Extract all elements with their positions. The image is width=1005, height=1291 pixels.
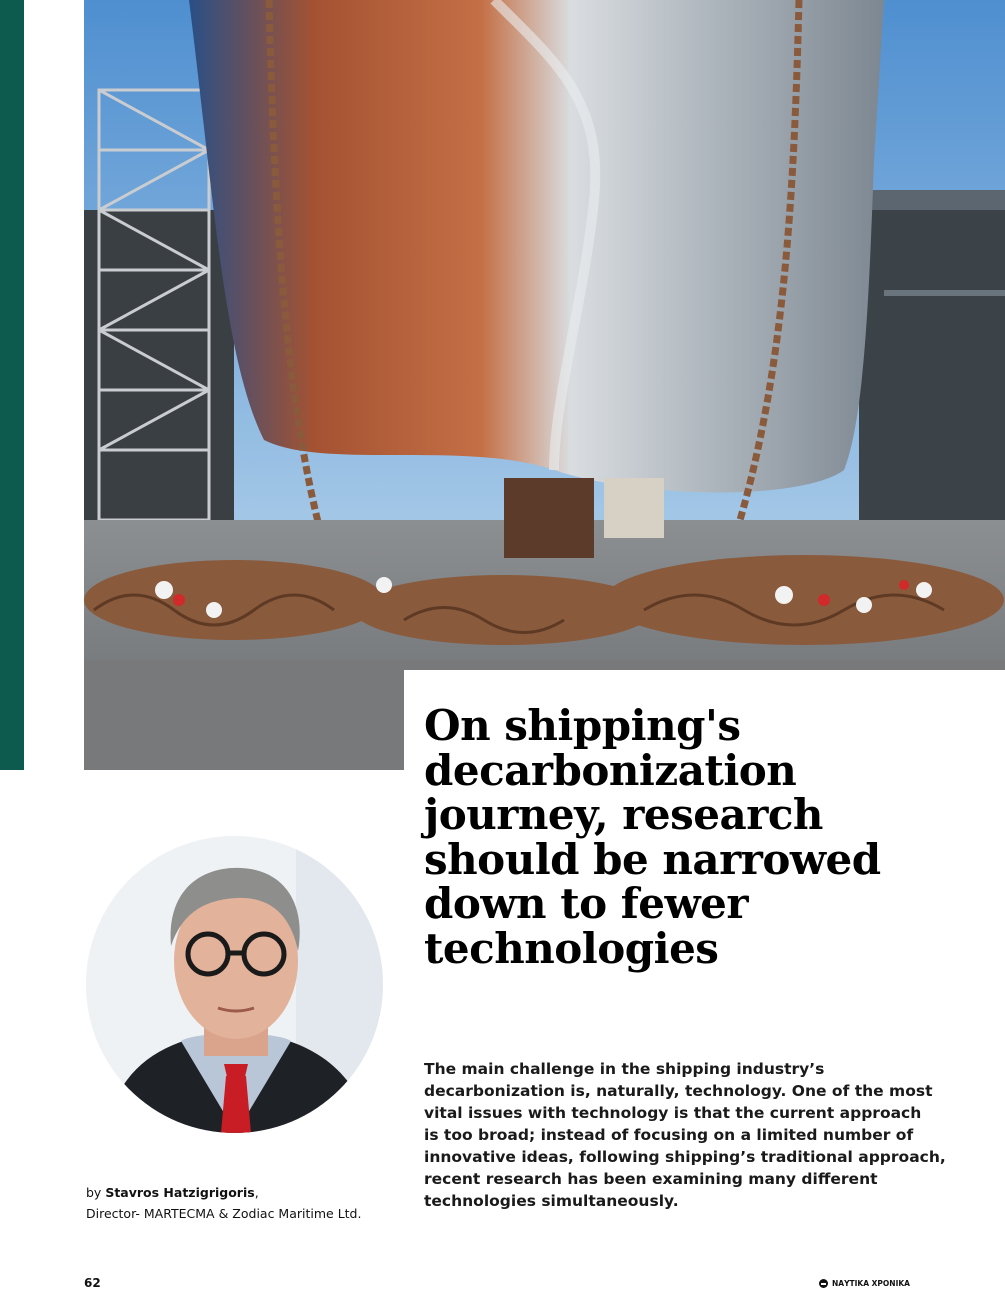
author-role: Director- MARTECMA & Zodiac Maritime Ltd. xyxy=(86,1206,362,1221)
author-portrait-illustration xyxy=(86,836,383,1133)
lead-line: The main challenge in the shipping industry’s xyxy=(424,1060,825,1078)
page-number: 62 xyxy=(84,1276,101,1290)
accent-side-bar xyxy=(0,0,24,770)
article-headline xyxy=(424,701,984,973)
publication-footer xyxy=(819,1279,910,1288)
headline-line: technologies xyxy=(424,923,719,973)
lead-line: recent research has been examining many different xyxy=(424,1170,878,1188)
lead-line: is too broad; instead of focusing on a limited number of xyxy=(424,1126,914,1144)
publication-name: ΝΑΥΤΙΚΑ ΧΡΟΝΙΚΑ xyxy=(832,1279,910,1288)
author-portrait xyxy=(86,836,383,1133)
headline-line: journey, research xyxy=(424,790,823,839)
headline-line: decarbonization xyxy=(424,745,797,795)
byline-author-line xyxy=(86,1182,386,1203)
lead-line: vital issues with technology is that the current approach xyxy=(424,1104,922,1122)
byline xyxy=(86,1182,386,1224)
publication-logo-icon xyxy=(819,1279,828,1288)
ship-drydock-illustration xyxy=(84,0,1005,770)
hero-photo xyxy=(84,0,1005,770)
lead-line: decarbonization is, naturally, technology. One of the most xyxy=(424,1082,933,1100)
byline-prefix: by xyxy=(86,1185,102,1200)
article-lead xyxy=(424,1058,946,1212)
author-name: Stavros Hatzigrigoris xyxy=(105,1185,255,1200)
headline-line: down to fewer xyxy=(424,879,749,928)
byline-suffix: , xyxy=(254,1185,259,1200)
lead-line: innovative ideas, following shipping’s traditional approach, xyxy=(424,1148,946,1166)
headline-line: should be narrowed xyxy=(424,834,881,884)
headline-line: On shipping's xyxy=(424,701,741,750)
lead-line: technologies simultaneously. xyxy=(424,1192,679,1210)
